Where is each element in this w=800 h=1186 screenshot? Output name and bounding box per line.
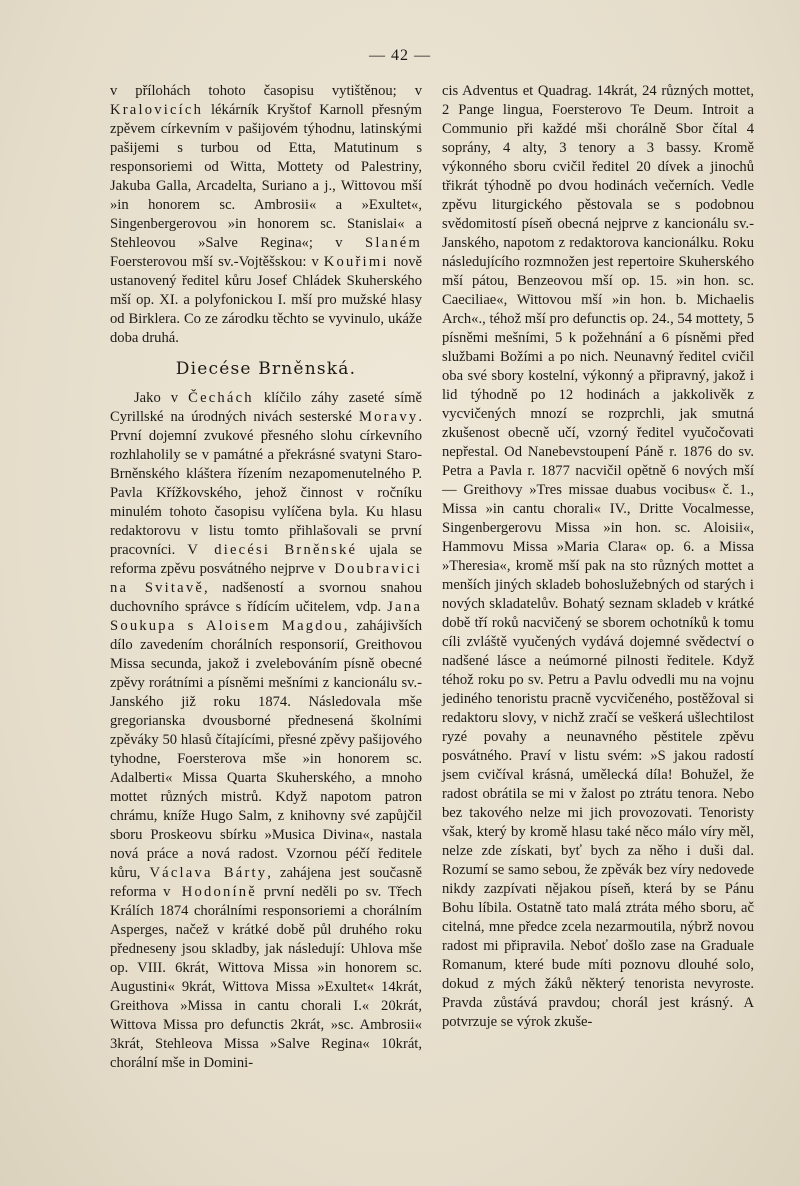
place-name: Kralovicích (110, 102, 204, 118)
page-number: — 42 — (369, 47, 431, 64)
place-name: V diecési Brněnské (187, 542, 358, 558)
person-name: Jana Soukupa s Aloisem Magdou (110, 599, 422, 634)
person-name: Václava Bárty (149, 865, 268, 881)
right-column (442, 82, 754, 1032)
paragraph: Jako v Čechách klíčilo záhy zaseté símě Cyrillské na úrodných nivách sesterské Moravy. První dojemní zvukové přesného slohu církevního rozhlaholily se v památné a překrásné svatyni Staro-Brněnského kláštera řízením nezapomenutelného P. Pavla Křížkovského, jehož činnost v ročníku minulém tohoto časopisu vylíčena byla. Ku hlasu redaktorovu v listu tomto přihlašovali se první pracovníci. V diecési Brněnské ujala se reforma zpěvu posvátného nejprve v Doubravici na Svitavě, nadšeností a svornou snahou duchovního správce s řídícím učitelem, vdp. Jana Soukupa s Aloisem Magdou, zahájivších dílo zavedením chorálních responsorií, Greithovou Missa secunda, jakož i zvelebováním písně obecné zpěvy rorátními a písněmi mešními z kancionálu sv.-Janského již roku 1874. Následovala mše gregorianska dvousborné přednesená školními zpěváky 50 hlasů čítajícími, přesné zpěvy pašijového tyhodne, Foersterova mše »in honorem sc. Adalberti« Missa Quarta Skuherského, a mnoho mottet různých mistrů. Když napotom patron chrámu, kníže Hugo Salm, z knihovny své zapůjčil sboru Proskeovu sbírku »Musica Divina«, nastala nová práce a nová radost. Vzornou péčí ředitele kůru, Václava Bárty, zahájena jest současně reforma v Hodoníně první neděli po sv. Třech Králích 1874 chorálními responsoriemi a chorálním Asperges, načež v krátké době půl druhého roku předneseny jsou skladby, jak následují: Uhlova mše op. VIII. 6krát, Wittova Missa »in honorem sc. Augustini« 9krát, Wittova Missa »Exultet« 14krát, Greithova »Missa in cantu chorali I.« 20krát, Wittova Missa pro defunctis 2krát, »sc. Ambrosii« 3krát, Stehleova Missa »Salve Regina« 10krát, chorální mše in Domini- (110, 390, 422, 1071)
left-column (110, 82, 422, 1073)
place-name: v Hodoníně (163, 884, 257, 900)
section-heading: Diecése Brněnská. (175, 359, 357, 379)
paragraph: v přílohách tohoto časopisu vytištěnou; v Kralovicích lékárník Kryštof Karnoll přesným zpěvem církevním v pašijovém týhodnu, latinskými pašijemi s turbou od Etta, Matutinum s responsoriemi od Witta, Mottety od Palestriny, Jakuba Galla, Arcadelta, Suriano a j., Wittovou mší »in honorem sc. Ambrosii« a »Exultet«, Singenbergerovou »in honorem sc. Stanislai« a Stehleovou »Salve Regina«; v Slaném Foersterovou mší sv.-Vojtěšskou: v Kouřimi nově ustanovený ředitel kůru Josef Chládek Skuherského mší op. XI. a polyfonickou I. mší pro mužské hlasy od Birklera. Co ze zárodku těchto se vyvinulo, ukáže doba druhá. (110, 83, 422, 346)
place-name: Kouřimi (323, 254, 389, 270)
place-name: Slaném (365, 235, 422, 251)
place-name: Čechách (188, 390, 254, 406)
place-name: v Doubravici na Svitavě (110, 561, 422, 596)
place-name: Moravy (358, 409, 419, 425)
paragraph: cis Adventus et Quadrag. 14krát, 24 různých mottet, 2 Pange lingua, Foersterovo Te Deum. Introit a Communio při každé mši chorálně Sbor čítal 4 soprány, 4 alty, 3 tenory a 3 bassy. Kromě výkonného sboru cvičil ředitel 20 dívek a jinochů třikrát týhodně po dvou hodinách večerních. Vedle zpěvu liturgického pěstovala se s podobnou svědomitostí píseň obecná nejprve z kancionálu sv.-Janského, napotom z redaktorova kancionálku. Roku následujícího rozmnožen jest repertoire Skuherského mší pátou, Benzeovou mší op. 15. »in hon. sc. Caeciliae«, Wittovou mší »in hon. b. Michaelis Arch«., téhož mší pro defunctis op. 24., 54 mottety, 5 písněmi mešními, 5 k požehnání a 6 písněmi před službami Božími a po nich. Neunavný ředitel cvičil oba své sbory kostelní, výkonný a připravný, jakož i lid týhodně po 12 hodinách a jakkolivěk z vycvičených mnozí se rozprchli, jak smutná zkušenost obecně učí, vzorný ředitel vyučočovati nepřestal. Od Nanebevstoupení Páně r. 1876 do sv. Petra a Pavla r. 1877 nacvičil opětně 6 nových mší — Greithovy »Tres missae duabus vocibus« č. 1., Missa »in cantu chorali« IV., Dritte Vocalmesse, Singenbergerovu Missa »in hon. sc. Aloisii«, Hammovu Missa »Maria Clara« op. 6. a Missa »Theresia«, kromě mší pak na sto různých mottet a menších jiných skladeb bohoslužebných od starých i nových skladatelův. Bohatý seznam skladeb v krátké době tří roků nacvičený se sborem ochotníků k tomu cíli zvláště vyučených vydává dojemné svědectví o nadšené lásce a neúmorné pilnosti ředitele. Když téhož roku po sv. Petru a Pavlu odvedli mu na vojnu jediného tenoristu pracně vycvičeného, postěžoval si redaktoru slovy, v nichž zračí se veškerá ušlechtilost ryzé povahy a neunavného pěstitele zpěvu posvátného. Praví v listu svém: »S jakou radostí jsem cvičíval krásná, umělecká díla! Bohužel, že radost obrátila se mi v žalost po ztrátu tenora. Nebo bez takového nelze mi jich provozovati. Tenoristy však, který by kromě hlasu také něco málo víry měl, nelze zde získati, byť bych za něho i duši dal. Rozumí se samo sebou, že zpěvák bez víry nedovede nikdy zazpívati nějakou píseň, která by se Pánu Bohu líbila. Ostatně tato malá ztráta mého sboru, ač citelná, mne předce zcela nezarmoutila, nýbrž novou radost mi připravila. Neboť došlo zase na Graduale Romanum, které bude míti poznovu dlouhé solo, dokud z mých žáků některý tenorista nevyroste. Pravda zůstává pravdou; chorál jest krásný. A potvrzuje se výrok zkuše- (442, 83, 754, 1030)
